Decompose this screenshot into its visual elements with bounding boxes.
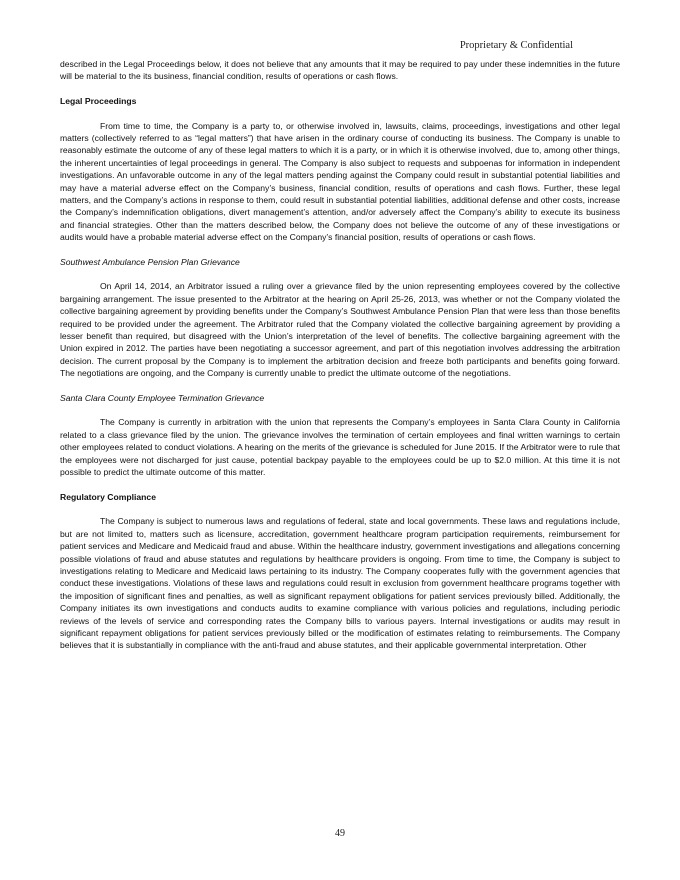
southwest-grievance-paragraph: On April 14, 2014, an Arbitrator issued a ruling over a grievance filed by the union representing employees covered by the collective bargaining arrangement. The issue presented to the Arbitrator at the hearing on April 25-26, 2013, was whether or not the Company violated the collective bargaining agreement by providing benefits under the Company’s Southwest Ambulance Pension Plan that were less than those benefits required to be provided under the agreement. The Arbitrator ruled that the Company violated the collective bargaining agreement by providing a lesser benefit than required, but disagreed with the Union’s interpretation of the level of benefits. The collective bargaining agreement with the Union expired in 2012. The parties have been negotiating a successor agreement, and part of this negotiation involves addressing the arbitration decision. The current proposal by the Company is to implement the arbitration decision and freeze both participants and benefits going forward. The negotiations are ongoing, and the Company is currently unable to predict the ultimate outcome of the negotiations. (60, 281, 620, 379)
southwest-grievance-heading: Southwest Ambulance Pension Plan Grievance (60, 256, 240, 267)
page-content (60, 58, 620, 664)
regulatory-compliance-heading: Regulatory Compliance (60, 491, 156, 502)
legal-proceedings-heading: Legal Proceedings (60, 96, 137, 106)
regulatory-compliance-paragraph: The Company is subject to numerous laws and regulations of federal, state and local governments. These laws and regulations include, but are not limited to, matters such as licensure, accreditation, government healthcare program participation requirements, reimbursement for patient services and Medicare and Medicaid fraud and abuse. Within the healthcare industry, government investigations and allegations concerning possible violations of fraud and abuse statutes and regulations by healthcare providers is ongoing. From time to time, the Company is subject to investigations relating to Medicare and Medicaid laws pertaining to its industry. The Company cooperates fully with the government agencies that conduct these investigations. Violations of these laws and regulations could result in exclusion from government healthcare programs together with the imposition of significant fines and penalties, as well as significant repayment obligations for patient services previously billed. Additionally, the Company initiates its own investigations and conducts audits to examine compliance with various policies and regulations, including periodic reviews of the levels of service and corresponding rates the Company bills to various payers. Internal investigations or audits may result in significant repayment obligations for patient services previously billed or the modification of estimates relating to reimbursements. The Company believes that it is substantially in compliance with the anti-fraud and abuse statutes, and their applicable governmental interpretation. Other (60, 516, 620, 651)
santa-clara-grievance-heading: Santa Clara County Employee Termination Grievance (60, 392, 265, 403)
legal-proceedings-paragraph: From time to time, the Company is a party to, or otherwise involved in, lawsuits, claims, proceedings, investigations and other legal matters (collectively referred to as “legal matters”) that have arisen in the ordinary course of conducting its business. The Company is unable to reasonably estimate the outcome of any of these legal matters to which it is a party, or in which it is otherwise involved, due to, among other things, the inherent uncertainties of legal proceedings in general. The Company is also subject to requests and subpoenas for information in independent investigations. An unfavorable outcome in any of the legal matters pending against the Company could result in substantial potential liabilities and may have a material adverse effect on the Company’s business, financial condition, results of operations and cash flows. Further, these legal matters, and the Company’s actions in response to them, could result in substantial potential liabilities, additional defense and other costs, increase the Company’s indemnification obligations, divert management’s attention, and/or adversely affect the Company’s ability to execute its business and financial strategies. Other than the matters described below, the Company does not believe the outcome of any of these investigations or audits would have a probable material adverse effect on the Company’s financial position, results of operations or cash flows. (60, 120, 620, 243)
confidential-header: Proprietary & Confidential (459, 40, 573, 51)
intro-paragraph: described in the Legal Proceedings below, it does not believe that any amounts that it may be required to pay under these indemnities in the future will be material to the its business, financial condition, results of operations or cash flows. (60, 59, 620, 82)
page-number: 49 (335, 828, 345, 839)
santa-clara-grievance-paragraph: The Company is currently in arbitration with the union that represents the Company’s employees in Santa Clara County in California related to a class grievance filed by the union. The grievance involves the termination of certain employees and final written warnings to certain other employees related to conduct violations. A hearing on the merits of the grievance is scheduled for June 2015. If the Arbitrator were to rule that the employees were not discharged for just cause, potential backpay payable to the employees could be up to $2.0 million. At this time it is not possible to predict the ultimate outcome of this matter. (60, 417, 620, 478)
